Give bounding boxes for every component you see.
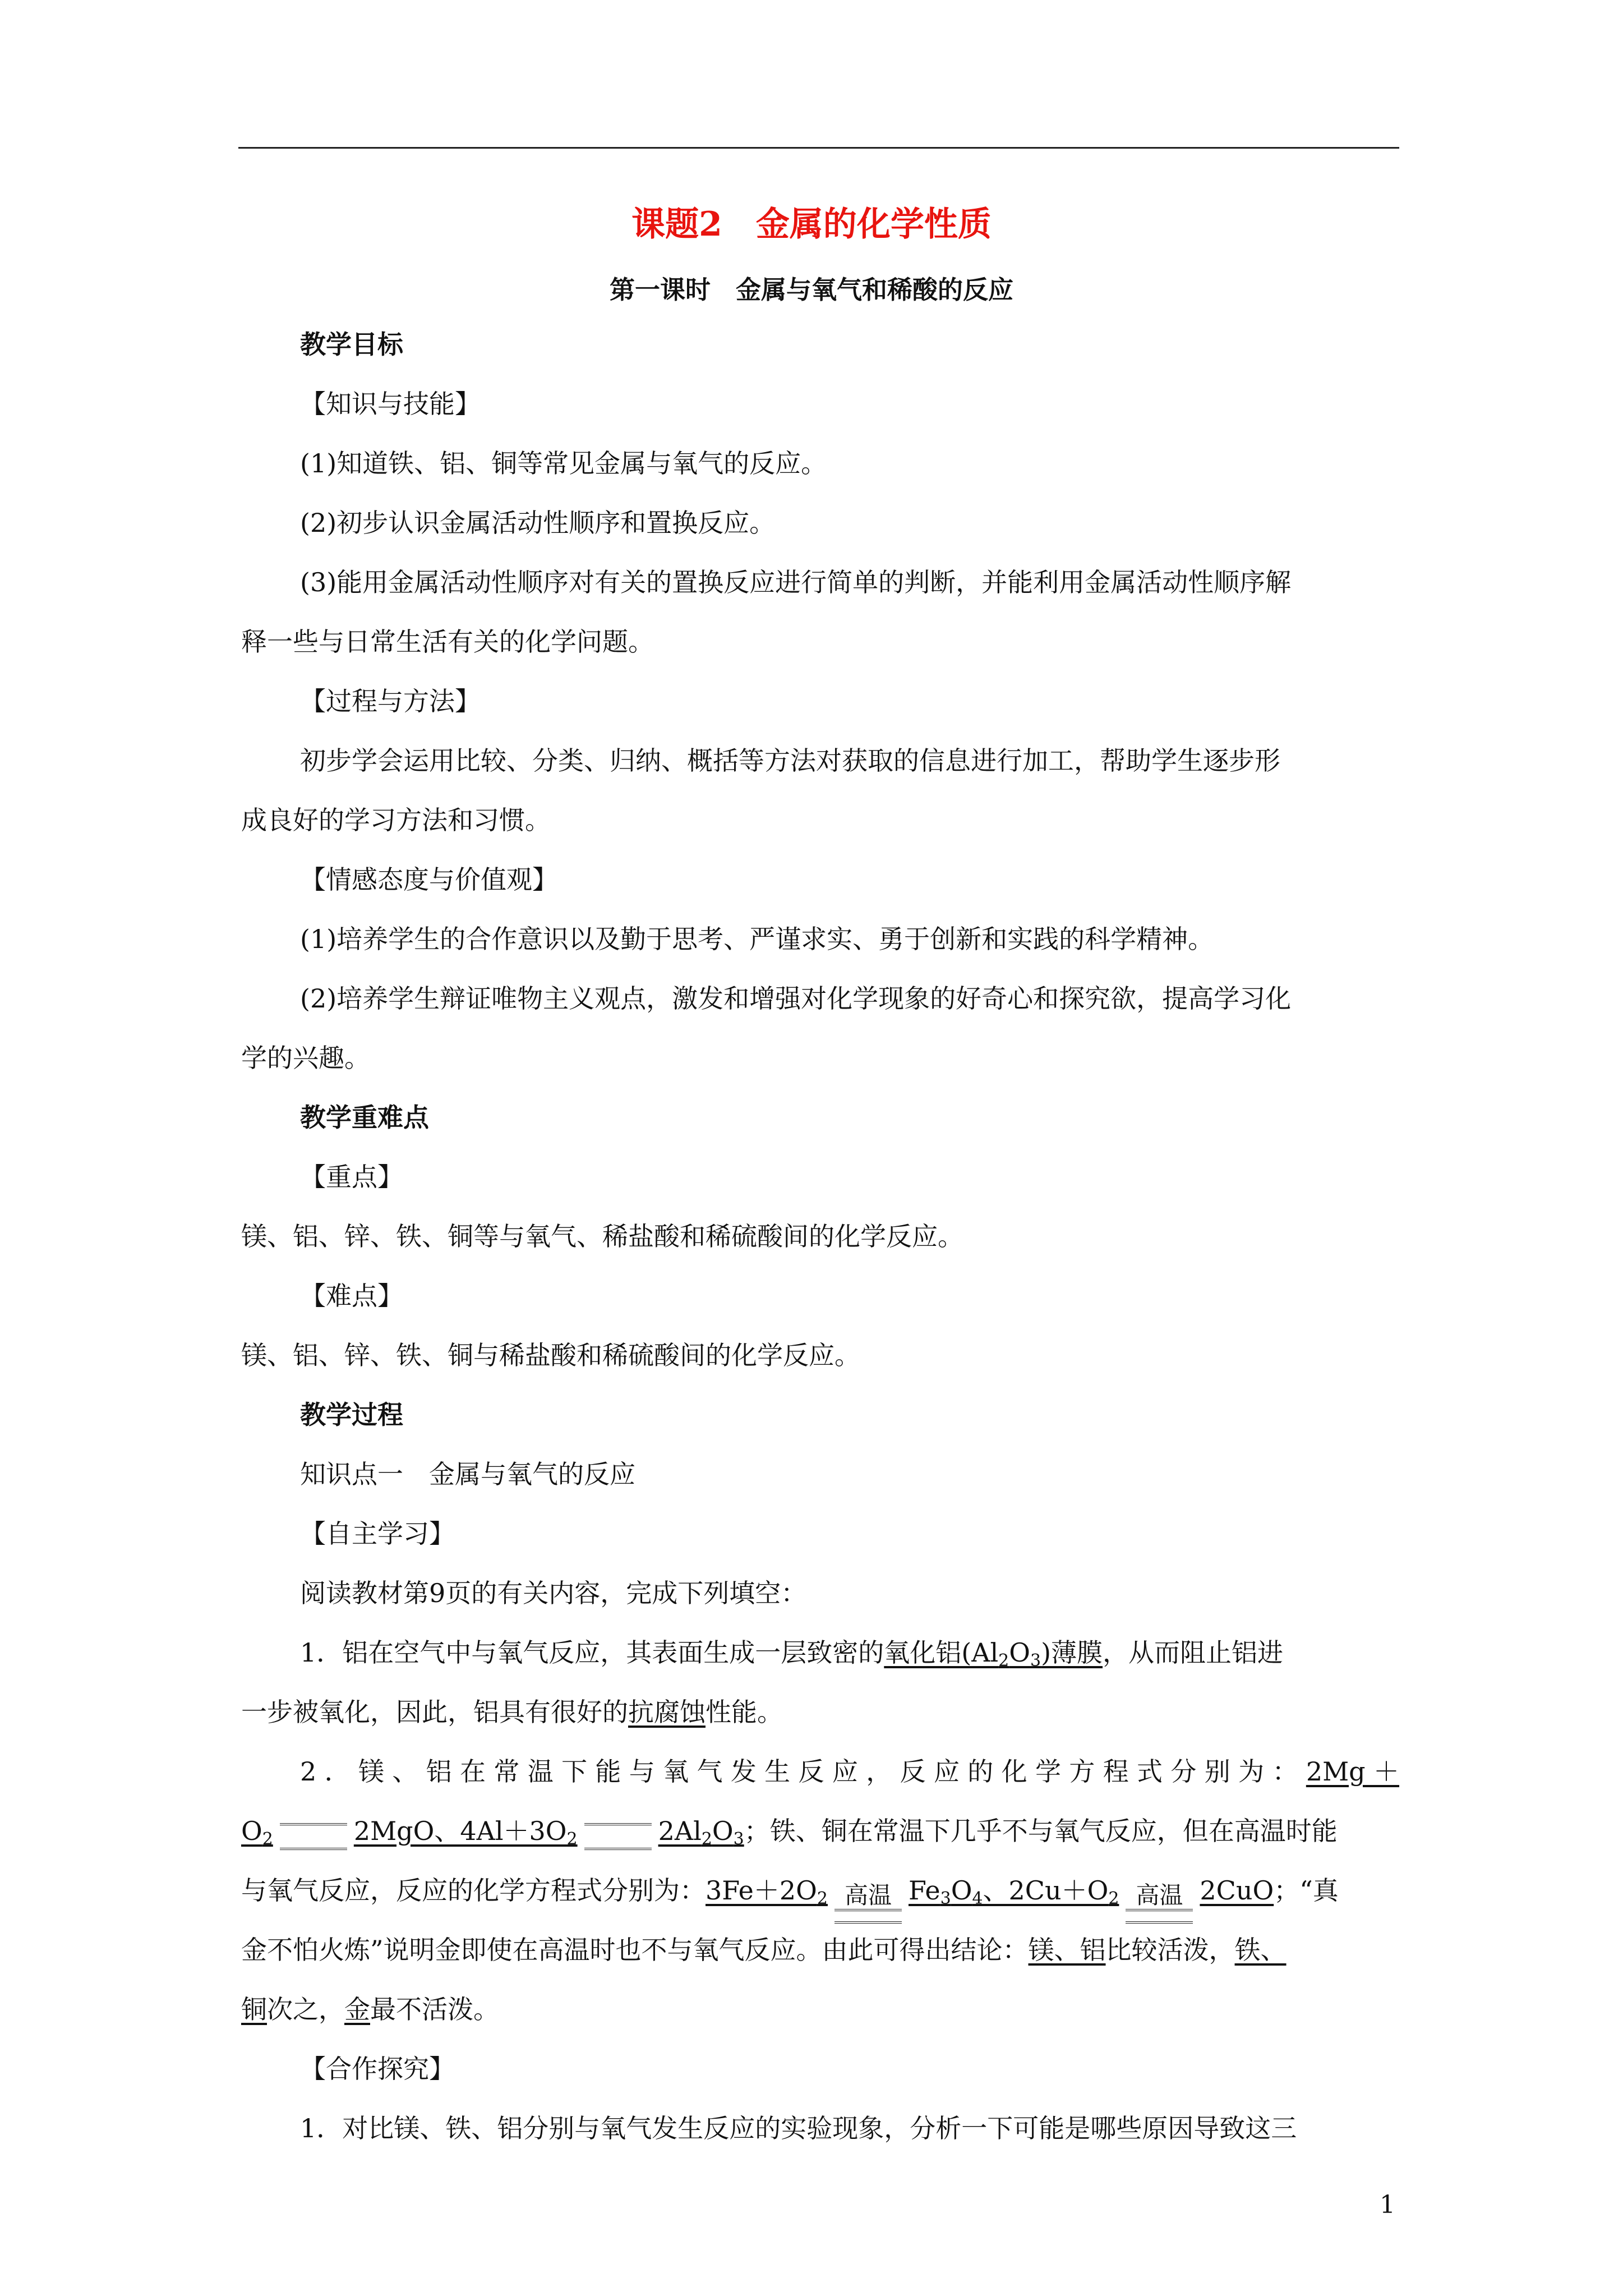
question-1-line1: 1．铝在空气中与氧气反应，其表面生成一层致密的氧化铝$(Al_2O_3)$薄膜，从而阻止铝进 [300, 1637, 1284, 1671]
subheading-difficult: 【难点】 [300, 1281, 403, 1311]
process-text-line2: 成良好的学习方法和习惯。 [241, 805, 551, 835]
question-2-line1: 2．镁、铝在常温下能与氧气发生反应，反应的化学方程式分别为：2Mg＋ [300, 1756, 1399, 1787]
header-rule [238, 147, 1399, 149]
question-2-line3: 与氧气反应，反应的化学方程式分别为：$3Fe+2O_2$ 高温 $Fe_3O_4$、$2Cu+O_2$ 高温 2CuO；“真 [241, 1866, 1339, 1924]
subheading-key: 【重点】 [300, 1162, 403, 1192]
knowledge-item-2: (2)初步认识金属活动性顺序和置换反应。 [300, 508, 776, 538]
high-temp-condition: 高温 [1126, 1882, 1193, 1924]
equation-sign [280, 1823, 347, 1850]
knowledge-item-3-line1: (3)能用金属活动性顺序对有关的置换反应进行简单的判断，并能利用金属活动性顺序解 [300, 567, 1292, 597]
knowledge-item-1: (1)知道铁、铝、铜等常见金属与氧气的反应。 [300, 448, 827, 478]
knowledge-point-1: 知识点一 金属与氧气的反应 [300, 1459, 635, 1489]
key-text: 镁、铝、锌、铁、铜等与氧气、稀盐酸和稀硫酸间的化学反应。 [241, 1221, 963, 1251]
answer-corrosion-resistance: 抗腐蚀 [628, 1697, 706, 1727]
page-title: 课题2 金属的化学性质 [631, 205, 992, 244]
section-heading-goals: 教学目标 [300, 329, 403, 360]
subheading-process: 【过程与方法】 [300, 686, 481, 716]
knowledge-item-3-line2: 释一些与日常生活有关的化学问题。 [241, 627, 654, 657]
cooperation-question-1: 1．对比镁、铁、铝分别与氧气发生反应的实验现象，分析一下可能是哪些原因导致这三 [300, 2113, 1297, 2143]
section-heading-keypoints: 教学重难点 [300, 1102, 429, 1133]
question-2-line5: 铜次之，金最不活泼。 [241, 1994, 499, 2024]
process-text-line1: 初步学会运用比较、分类、归纳、概括等方法对获取的信息进行加工，帮助学生逐步形 [300, 746, 1280, 776]
difficult-text: 镁、铝、锌、铁、铜与稀盐酸和稀硫酸间的化学反应。 [241, 1340, 860, 1370]
subheading-self-study: 【自主学习】 [300, 1519, 455, 1549]
high-temp-condition: 高温 [834, 1882, 902, 1924]
question-2-line4: 金不怕火炼”说明金即使在高温时也不与氧气反应。由此可得出结论：镁、铝比较活泼，铁、 [241, 1935, 1287, 1965]
page-subtitle: 第一课时 金属与氧气和稀酸的反应 [609, 275, 1013, 305]
emotion-item-2-line2: 学的兴趣。 [241, 1043, 370, 1073]
question-1-line2: 一步被氧化，因此，铝具有很好的抗腐蚀性能。 [241, 1697, 783, 1727]
question-2-line2: $O_2$ 2MgO、$4Al+3O_2$ $2Al_2O_3$；铁、铜在常温下几乎不与氧气反应，但在高温时能 [241, 1816, 1338, 1849]
emotion-item-2-line1: (2)培养学生辩证唯物主义观点，激发和增强对化学现象的好奇心和探究欲，提高学习化 [300, 983, 1292, 1014]
section-heading-process: 教学过程 [300, 1400, 403, 1430]
equation-sign [584, 1823, 652, 1850]
read-instruction: 阅读教材第9页的有关内容，完成下列填空： [300, 1578, 807, 1608]
subheading-knowledge: 【知识与技能】 [300, 389, 481, 419]
answer-aluminum-oxide-film: 氧化铝$(Al_2O_3)$薄膜 [884, 1637, 1103, 1671]
subheading-emotion: 【情感态度与价值观】 [300, 864, 558, 895]
emotion-item-1: (1)培养学生的合作意识以及勤于思考、严谨求实、勇于创新和实践的科学精神。 [300, 924, 1214, 954]
page-number: 1 [1380, 2191, 1395, 2219]
subheading-cooperation: 【合作探究】 [300, 2054, 455, 2084]
